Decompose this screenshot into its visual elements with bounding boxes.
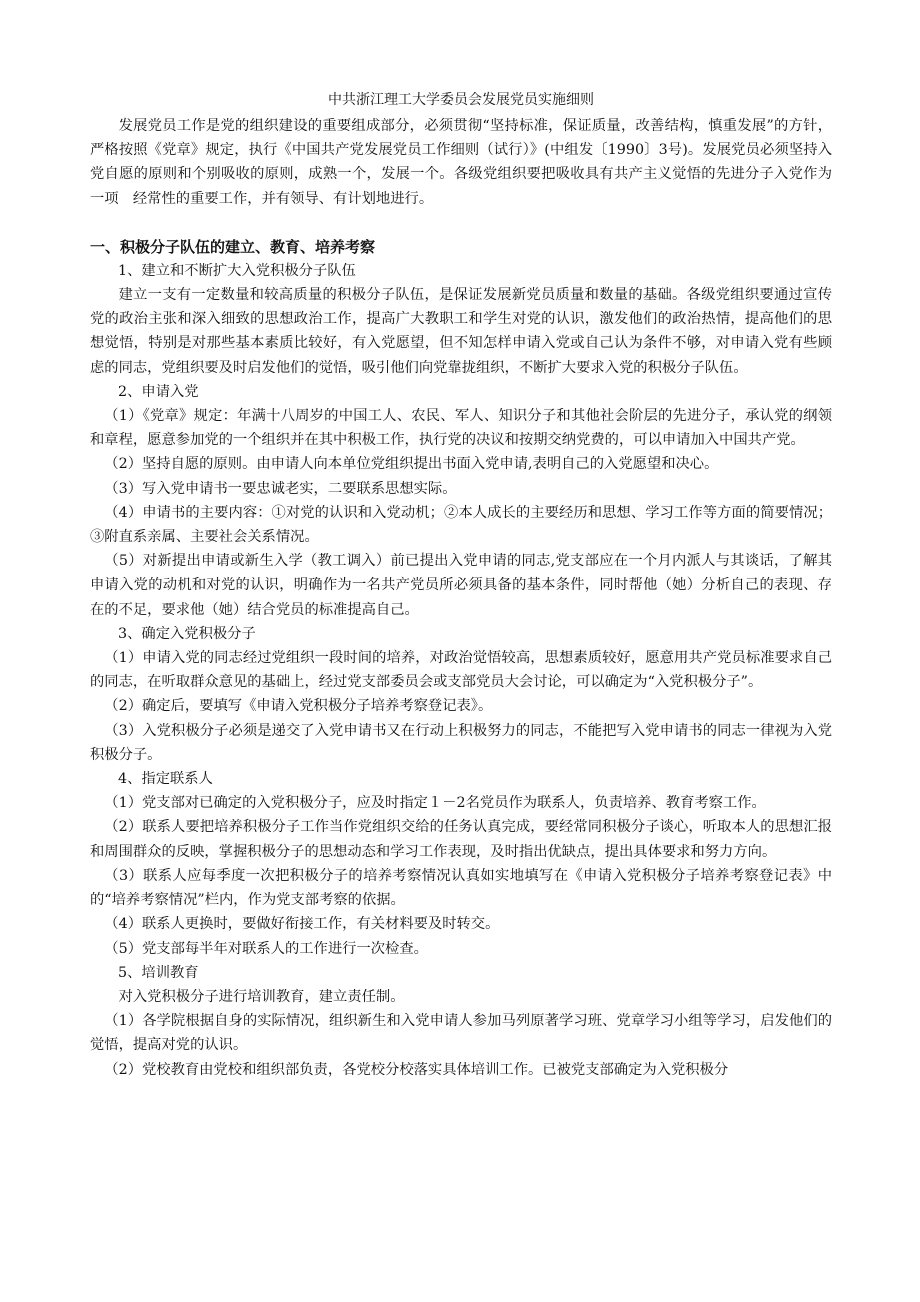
list-item: （5）对新提出申请或新生入学（教工调入）前已提出入党申请的同志,党支部应在一个月内派人与其谈话，了解其申请入党的动机和对党的认识，明确作为一名共产党员所必须具备的基本条件，同时帮他（她）分析自己的表现、存在的不足，要求他（她）结合党员的标准提高自己。 [90,553,832,618]
list-item: （3）写入党申请书一要忠诚老实，二要联系思想实际。 [104,480,457,497]
section-gap [90,211,832,235]
list-item: （1）《党章》规定：年满十八周岁的中国工人、农民、军人、知识分子和其他社会阶层的先进分子，承认党的纲领和章程，愿意参加党的一个组织并在其中积极工作，执行党的决议和按期交纳党费的，可以申请加入中国共产党。 [90,408,832,449]
list-item: （3）联系人应每季度一次把积极分子的培养考察情况认真如实地填写在《申请入党积极分子培养考察登记表》中的“培养考察情况”栏内，作为党支部考察的依据。 [90,867,832,909]
paragraph: 对入党积极分子进行培训教育，建立责任制。 [118,988,405,1005]
subsection-heading: 5、培训教育 [118,964,199,981]
list-item: （1）各学院根据自身的实际情况，组织新生和入党申请人参加马列原著学习班、党章学习小组等学习，启发他们的觉悟，提高对党的认识。 [90,1013,832,1054]
list-item: （5）党支部每半年对联系人的工作进行一次检查。 [104,940,428,957]
list-item: （4）申请书的主要内容：①对党的认识和入党动机；②本人成长的主要经历和思想、学习工作等方面的简要情况；③附直系亲属、主要社会关系情况。 [90,504,832,546]
list-item: （2）联系人要把培养积极分子工作当作党组织交给的任务认真完成，要经常同积极分子谈心，听取本人的思想汇报和周围群众的反映，掌握积极分子的思想动态和学习工作表现，及时指出优缺点，提出具体要求和努力方向。 [90,819,832,860]
list-item: （3）入党积极分子必须是递交了入党申请书又在行动上积极努力的同志，不能把写入党申请书的同志一律视为入党积极分子。 [90,722,832,763]
document-title: 中共浙江理工大学委员会发展党员实施细则 [328,92,594,108]
list-item: （2）确定后，要填写《申请入党积极分子培养考察登记表》。 [104,698,493,715]
subsection-heading: 4、指定联系人 [118,771,213,788]
list-item: （2）党校教育由党校和组织部负责，各党校分校落实具体培训工作。已被党支部确定为入党积极分 [104,1061,729,1078]
paragraph: 建立一支有一定数量和较高质量的积极分子队伍，是保证发展新党员质量和数量的基础。各级党组织要通过宣传党的政治主张和深入细致的思想政治工作，提高广大教职工和学生对党的认识，激发他们的政治热情，提高他们的思想觉悟，特别是对那些基本素质比较好，有入党愿望，但不知怎样申请入党或自己认为条件不够，对申请入党有些顾虑的同志，党组织要及时启发他们的觉悟，吸引他们向党靠拢组织，不断扩大要求入党的积极分子队伍。 [90,287,832,376]
list-item: （2）坚持自愿的原则。由申请人向本单位党组织提出书面入党申请,表明自己的入党愿望和决心。 [104,456,719,473]
intro-paragraph: 发展党员工作是党的组织建设的重要组成部分，必须贯彻“坚持标准，保证质量，改善结构，慎重发展”的方针，严格按照《党章》规定，执行《中国共产党发展党员工作细则（试行）》(中组发〔1990〕3号)。发展党员必须坚持入党自愿的原则和个别吸收的原则，成熟一个，发展一个。各级党组织要把吸收具有共产主义觉悟的先进分子入党作为一项 经常性的重要工作，并有领导、有计划地进行。 [90,118,832,207]
list-item: （1）申请入党的同志经过党组织一段时间的培养，对政治觉悟较高，思想素质较好，愿意用共产党员标准要求自己的同志，在听取群众意见的基础上，经过党支部委员会或支部党员大会讨论，可以确定为“入党积极分子”。 [90,650,832,691]
subsection-heading: 1、建立和不断扩大入党积极分子队伍 [118,262,356,279]
document-page [90,88,832,1082]
list-item: （4）联系人更换时，要做好衔接工作，有关材料要及时转交。 [104,916,500,933]
section-heading: 一、积极分子队伍的建立、教育、培养考察 [90,237,376,256]
subsection-heading: 3、确定入党积极分子 [118,625,256,642]
list-item: （1）党支部对已确定的入党积极分子，应及时指定１－2名党员作为联系人，负责培养、教育考察工作。 [104,795,766,812]
subsection-heading: 2、申请入党 [118,383,199,400]
